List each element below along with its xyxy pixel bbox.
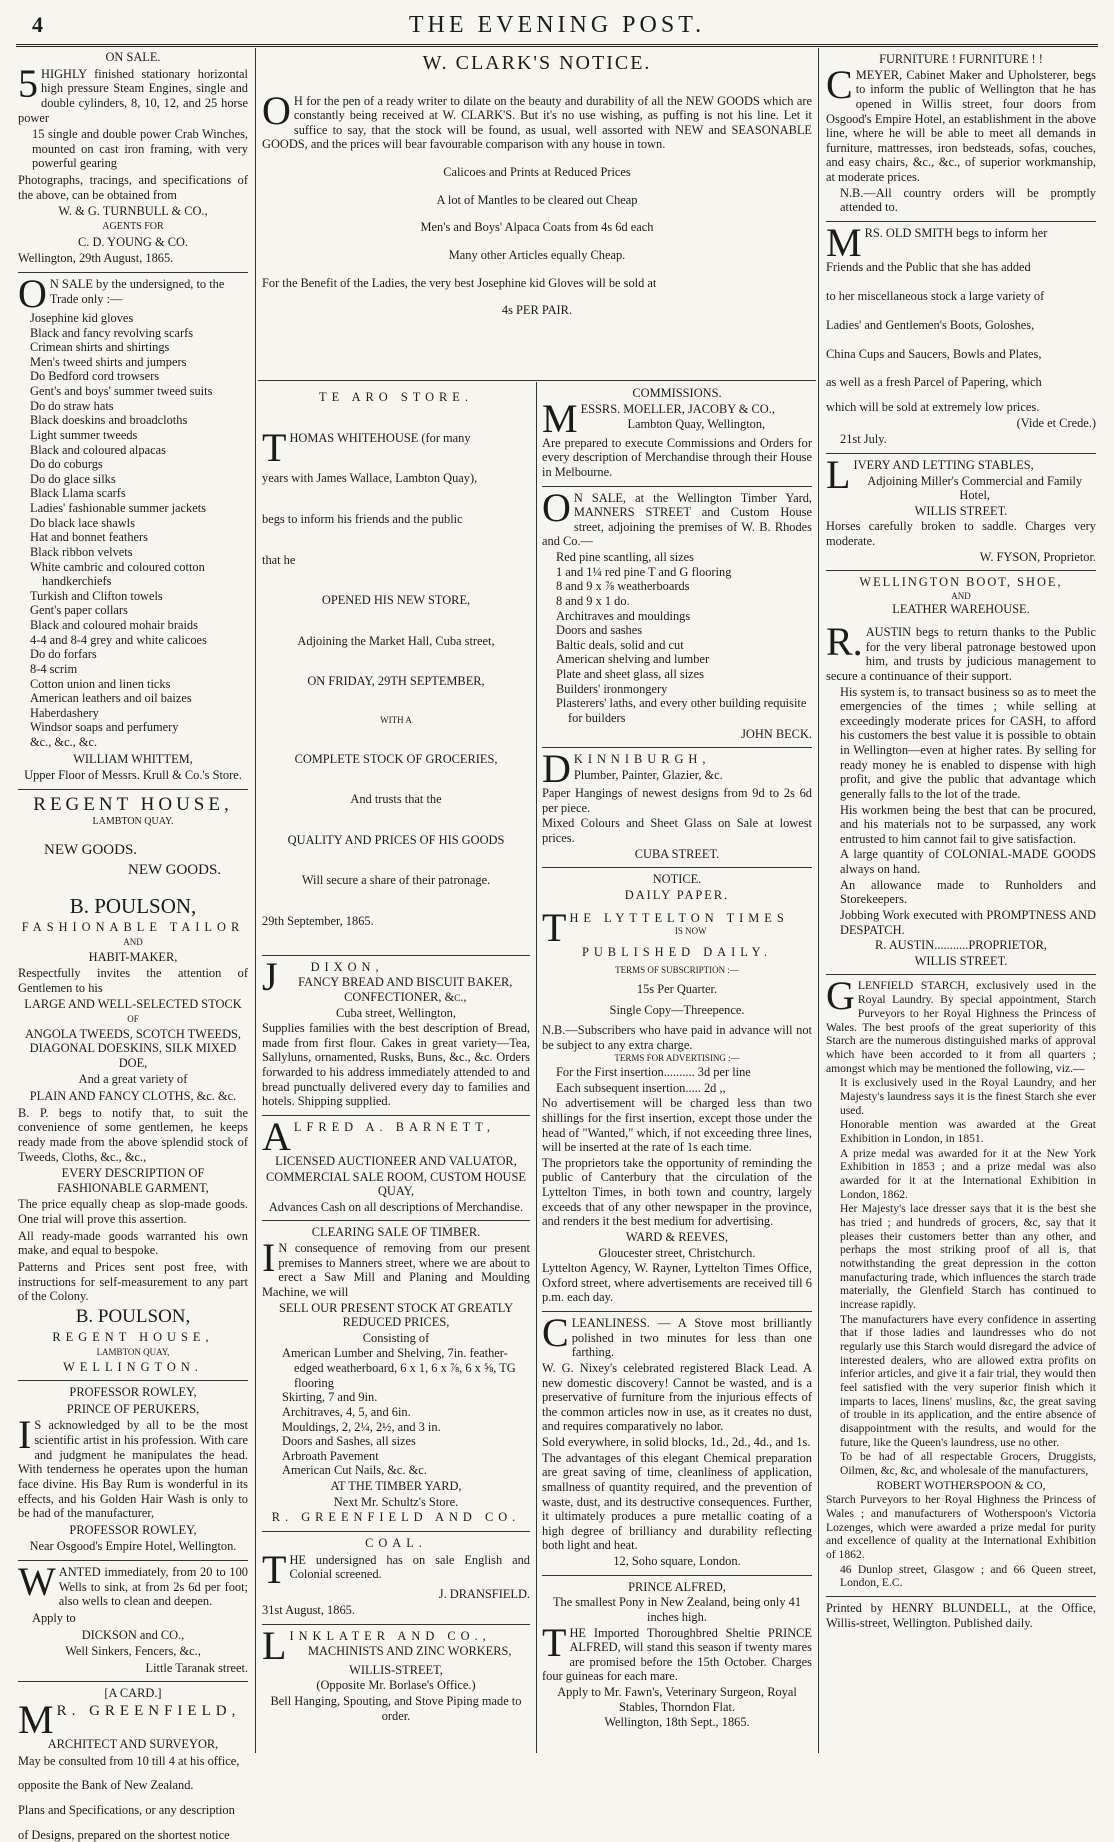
barnett-trade: LICENSED AUCTIONEER AND VALUATOR, <box>262 1154 530 1169</box>
column-rule <box>255 48 256 1753</box>
ward-reeves: WARD & REEVES, <box>542 1230 812 1245</box>
subscribers-nb: N.B.—Subscribers who have paid in advance will not be subject to any extra charge. <box>542 1023 812 1052</box>
whittem-item: Do do straw hats <box>30 399 248 414</box>
beck-item: Builders' ironmongery <box>556 682 812 697</box>
divider <box>258 380 816 381</box>
lyttelton-name: HE LYTTELTON TIMES <box>569 911 788 925</box>
whittem-item: &c., &c., &c. <box>30 735 248 750</box>
divider <box>262 1220 530 1221</box>
timber-item: Architraves, 4, 5, and 6in. <box>282 1405 530 1420</box>
livery-advert: L IVERY AND LETTING STABLES, Adjoining Miller's Commercial and Family Hotel, WILLIS STREET. Horses carefully broken to saddle. Charges very moderate. W. FYSON, Proprietor. <box>826 458 1096 564</box>
adjoining-market: Adjoining the Market Hall, Cuba street, <box>262 634 530 649</box>
divider <box>542 1575 812 1576</box>
ward-address: Gloucester street, Christchurch. <box>542 1246 812 1261</box>
smith-line-3: to her miscellaneous stock a large variety of <box>826 289 1096 304</box>
greenfield-trade: ARCHITECT AND SURVEYOR, <box>18 1737 248 1752</box>
dickson-address: Little Taranak street. <box>18 1661 248 1676</box>
clark-title: W. CLARK'S NOTICE. <box>262 52 812 76</box>
greenfield-card: [A CARD.] M R. GREENFIELD, ARCHITECT AND SURVEYOR, May be consulted from 10 till 4 at his office, opposite the Bank of New Zealand. Plans and Specifications, or any description of Designs, prepared on the shortest notice <box>18 1686 248 1842</box>
turnbull-name: W. & G. TURNBULL & CO., <box>18 204 248 219</box>
furniture-heading: FURNITURE ! FURNITURE ! ! <box>826 52 1096 67</box>
respectfully-invites: Respectfully invites the attention of Gentlemen to his <box>18 966 248 995</box>
advantages-text: The advantages of this elegant Chemical preparation are great saving of time, cleanliness of application, smallness of quantity required, and the prevention of waste, dust, and its destructive consequences. Further, it ultimately produces a pure metallic coating of a high degree of brilliancy and durability reflecting both light and heat. <box>542 1451 812 1553</box>
column-rule <box>536 382 537 1753</box>
wanted-text: ANTED immediately, from 20 to 100 Wells to sink, at from 2s 6d per foot; also wells to clean and deepen. <box>59 1565 248 1608</box>
is-now: IS NOW <box>542 926 812 937</box>
austin-jobbing: Jobbing Work executed with PROMPTNESS AND DESPATCH. <box>826 908 1096 937</box>
printer-imprint: Printed by HENRY BLUNDELL, at the Office, Willis-street, Wellington. Published daily. <box>826 1601 1096 1630</box>
prince-alfred-date: Wellington, 18th Sept., 1865. <box>542 1715 812 1730</box>
coal-advert: COAL. THE undersigned has on sale English and Colonial screened. J. DRANSFIELD. 31st August, 1865. <box>262 1536 530 1618</box>
divider <box>262 955 530 956</box>
sell-present-stock: SELL OUR PRESENT STOCK AT GREATLY REDUCED PRICES, <box>262 1301 530 1330</box>
coal-heading: COAL. <box>262 1536 530 1551</box>
proprietors-text: The proprietors take the opportunity of reminding the public of Canterbury that the circulation of the Lyttelton Times, in both town and country, largely exceeds that of any other newspaper in the province, and renders it the best medium for advertising. <box>542 1156 812 1229</box>
plain-fancy: PLAIN AND FANCY CLOTHS, &c. &c. <box>18 1089 248 1104</box>
austin-street: WILLIS STREET. <box>826 954 1096 969</box>
page-number: 4 <box>32 12 43 38</box>
column-2 <box>262 388 530 1750</box>
smith-line-6: as well as a fresh Parcel of Papering, which <box>826 375 1096 390</box>
beck-item-list <box>542 550 812 726</box>
timber-firm: R. GREENFIELD AND CO. <box>262 1510 530 1525</box>
divider <box>542 867 812 868</box>
clark-benefit: For the Benefit of the Ladies, the very best Josephine kid Gloves will be sold at <box>262 276 812 291</box>
beck-item: Plasterers' laths, and every other building requisite for builders <box>556 696 812 725</box>
divider <box>18 789 248 790</box>
divider <box>262 1531 530 1532</box>
beck-advert: O N SALE, at the Wellington Timber Yard, MANNERS STREET and Custom House street, adjoining the premises of W. B. Rhodes and Co.— Red pine scantling, all sizes 1 and 1¼ red pine T and G flooring 8 and 9 x ⅞ weatherboards 8 and 9 x 1 do. Architraves and mouldings Doors and sashes Baltic deals, solid and cut American shelving and lumber Plate and sheet glass, all sizes Builders' ironmongery Plasterers' laths, and every other building requisite for builders JOHN BECK. <box>542 491 812 742</box>
glenfield-p5: The manufacturers have every confidence in asserting that if those ladies and laundresses who do not regularly use this Starch would disregard the advice of interested dealers, who are allowed extra profits on inferior articles, and give it a fair trial, they would then feel satisfied with the very superior finish which it imparts to laces, linens' muslins, &c, the great saving of trouble in its application, and the entire absence of disappointment with the results, and would for the future, like the Queen's laundress, use no other. <box>826 1313 1096 1450</box>
smith-line-1: RS. OLD SMITH begs to inform her <box>865 226 1048 240</box>
secure-share: Will secure a share of their patronage. <box>262 873 530 888</box>
timber-item: Doors and Sashes, all sizes <box>282 1434 530 1449</box>
whittem-item: Cotton union and linen ticks <box>30 677 248 692</box>
complete-stock: COMPLETE STOCK OF GROCERIES, <box>262 752 530 767</box>
te-aro-date: 29th September, 1865. <box>262 914 530 929</box>
daily-paper: DAILY PAPER. <box>542 888 812 903</box>
per-quarter: 15s Per Quarter. <box>542 982 812 997</box>
rowley-address: Near Osgood's Empire Hotel, Wellington. <box>18 1539 248 1554</box>
whitehouse-begs: begs to inform his friends and the public <box>262 512 530 527</box>
lyttelton-advert: NOTICE. DAILY PAPER. THE LYTTELTON TIMES IS NOW PUBLISHED DAILY. TERMS OF SUBSCRIPTION :— 15s Per Quarter. Single Copy—Threepence. N.B.—Subscribers who have paid in advance will not be subject to any extra charge. TERMS FOR ADVERTISING :— For the First insertion.......... 3d per line Each subsequent insertion..... 2d ,, No advertisement will be charged less than two shillings for the first insertion, except those under the head of "Wanted," which, if not exceeding three lines, will be inserted at the rate of 1s each time. The proprietors take the opportunity of reminding the public of Canterbury that the circulation of the Lyttelton Times, in both town and country, largely exceeds that of any other newspaper in the province, and renders it the best medium for advertising. WARD & REEVES, Gloucester street, Christchurch. Lyttelton Agency, W. Rayner, Lyttelton Times Office, Oxford street, where advertisements are received till 6 p.m. each day. <box>542 872 812 1305</box>
whittem-item: Do do glace silks <box>30 472 248 487</box>
large-stock: LARGE AND WELL-SELECTED STOCK <box>18 997 248 1012</box>
whitehouse-name: HOMAS WHITEHOUSE (for many <box>289 431 470 445</box>
austin-proprietor: R. AUSTIN...........PROPRIETOR, <box>826 938 1096 953</box>
kinniburgh-glass: Mixed Colours and Sheet Glass on Sale at lowest prices. <box>542 816 812 845</box>
dixon-advert: J DIXON, FANCY BREAD AND BISCUIT BAKER, CONFECTIONER, &c., Cuba street, Wellington, Supplies families with the best description of Bread, made from first flour. Cakes in great variety—Tea, Sallyluns, ornamented, Rusks, Buns, &c., &c. Orders forwarded to his address immediately attended to and bread punctually delivered every day to families and hotels. Shipping supplied. <box>262 960 530 1109</box>
greenfield-name: R. GREENFIELD, <box>57 1703 241 1719</box>
whittem-advert: O N SALE by the undersigned, to the Trade only :— Josephine kid gloves Black and fancy revolving scarfs Crimean shirts and shirtings Men's tweed shirts and jumpers Do Bedford cord trowsers Gent's and boys' summer tweed suits Do do straw hats Black doeskins and broadcloths Light summer tweeds Black and coloured alpacas Do do coburgs Do do glace silks Black Llama scarfs Ladies' fashionable summer jackets Do black lace shawls Hat and bonnet feathers Black ribbon velvets White cambric and coloured cotton handkerchiefs Turkish and Clifton towels Gent's paper collars Black and coloured mohair braids 4-4 and 8-4 grey and white calicoes Do do forfars 8-4 scrim Cotton union and linen ticks American leathers and oil baizes Haberdashery Windsor soaps and perfumery &c., &c., &c. WILLIAM WHITTEM, Upper Floor of Messrs. Krull & Co.'s Store. <box>18 277 248 783</box>
column-rule <box>818 48 819 1753</box>
rowley-advert: PROFESSOR ROWLEY, PRINCE OF PERUKERS, I S acknowledged by all to be the most scientific artist in his profession. With care and judgment he manipulates the head. With tenderness he operates upon the human face divine. His Bay Rum is wonderful in its effects, and his Golden Hair Wash is only to be had of the manufacturer, PROFESSOR ROWLEY, Near Osgood's Empire Hotel, Wellington. <box>18 1385 248 1554</box>
beck-item: Baltic deals, solid and cut <box>556 638 812 653</box>
linklater-name: INKLATER AND CO., <box>289 1629 490 1643</box>
whittem-item: Black and fancy revolving scarfs <box>30 326 248 341</box>
smith-line-5: China Cups and Saucers, Bowls and Plates, <box>826 347 1096 362</box>
barnett-advances: Advances Cash on all descriptions of Merchandise. <box>262 1200 530 1215</box>
wotherspoon-address: 46 Dunlop street, Glasgow ; and 66 Queen street, London, E.C. <box>826 1563 1096 1590</box>
old-smith-advert: MRS. OLD SMITH begs to inform her Friends and the Public that she has added to her miscellaneous stock a large variety of Ladies' and Gentlemen's Boots, Goloshes, China Cups and Saucers, Bowls and Plates, as well as a fresh Parcel of Papering, which which will be sold at extremely low prices. (Vide et Crede.) 21st July. <box>826 226 1096 447</box>
whittem-item: Black doeskins and broadcloths <box>30 413 248 428</box>
engines-text: HIGHLY finished stationary horizontal high pressure Steam Engines, single and double cylinders, 8, 10, 12, and 25 horse power <box>18 67 248 125</box>
timber-item: Arbroath Pavement <box>282 1449 530 1464</box>
on-friday: ON FRIDAY, 29TH SEPTEMBER, <box>262 674 530 689</box>
timber-yard: AT THE TIMBER YARD, <box>262 1479 530 1494</box>
whittem-item: Light summer tweeds <box>30 428 248 443</box>
whittem-item: 8-4 scrim <box>30 662 248 677</box>
timber-heading: CLEARING SALE OF TIMBER. <box>262 1225 530 1240</box>
austin-quantity: A large quantity of COLONIAL-MADE GOODS always on hand. <box>826 847 1096 876</box>
photographs-text: Photographs, tracings, and specifications of the above, can be obtained from <box>18 173 248 202</box>
of-label: OF <box>18 1014 248 1025</box>
divider <box>18 1681 248 1682</box>
kinniburgh-advert: D KINNIBURGH, Plumber, Painter, Glazier, &c. Paper Hangings of newest designs from 9d to 2s 6d per piece. Mixed Colours and Sheet Glass on Sale at lowest prices. CUBA STREET. <box>542 752 812 861</box>
beck-item: Plate and sheet glass, all sizes <box>556 667 812 682</box>
dickson-name: DICKSON and CO., <box>18 1628 248 1643</box>
cleanliness-text: LEANLINESS. — A Stove most brilliantly polished in two minutes for less than one farthing. <box>572 1316 812 1359</box>
whittem-item: Do do coburgs <box>30 457 248 472</box>
glenfield-advert: GLENFIELD STARCH, exclusively used in the Royal Laundry. By special appointment, Starch Purveyors to her Royal Highness the Princess of Wales. The best proofs of the great superiority of this Starch are the numerous distinguished marks of approval which have been accorded to it from all quarters ; amongst which may be mentioned the following, viz.— It is exclusively used in the Royal Laundry, and her Majesty's laundress says it is the finest Starch she ever used. Honorable mention was awarded at the Great Exhibition in London, in 1851. A prize medal was awarded for it at the New York Exhibition in 1853 ; and a prize medal was also awarded for it at the International Exhibition in London, 1862. Her Majesty's lace dresser says that it is the best she has tried ; and hundreds of grocers, &c, say that it pleases their customers better than any other, and perhaps the most striking proof of all is, that notwithstanding the great depression in the cotton manufacturing trade, which influences the starch trade materially, the Glenfield Starch has continued to increase rapidly. The manufacturers have every confidence in asserting that if those ladies and laundresses who do not regularly use this Starch would disregard the advice of interested dealers, who are allowed extra profits on inferior articles, and give it a fair trial, they would then feel satisfied with the very superior finish which it imparts to laces, linens' muslins, &c, the great saving of trouble in its application, and the entire absence of disappointment with the results, and would for the future, like the Queen's laundress, use no other. To be had of all respectable Grocers, Druggists, Oilmen, &c, &c, and wholesale of the manufacturers, ROBERT WOTHERSPOON & CO, Starch Purveyors to her Royal Highness the Princess of Wales ; and manufacturers of Wotherspoon's Victoria Lozenges, which were awarded a prize medal for purity and excellence of quality at the International Exhibition of 1862. 46 Dunlop street, Glasgow ; and 66 Queen street, London, E.C. <box>826 979 1096 1590</box>
meyer-advert: FURNITURE ! FURNITURE ! ! CMEYER, Cabinet Maker and Upholsterer, begs to inform the public of Wellington that he has opened in Willis street, four doors from Osgood's Empire Hotel, an establishment in the above line, where he will be able to meet all demands in furniture, mattresses, iron bedsteads, sofas, couches, and easy chairs, &c., &c., of superior workmanship, at moderate prices. N.B.—All country orders will be promptly attended to. <box>826 52 1096 215</box>
kinniburgh-paper: Paper Hangings of newest designs from 9d to 2s 6d per piece. <box>542 786 812 815</box>
single-copy: Single Copy—Threepence. <box>542 1003 812 1018</box>
ready-made: All ready-made goods warranted his own make, and equal to bespoke. <box>18 1229 248 1258</box>
agents-for: AGENTS FOR <box>18 221 248 233</box>
habit-maker: HABIT-MAKER, <box>18 950 248 965</box>
terms-advertising: TERMS FOR ADVERTISING :— <box>542 1053 812 1064</box>
austin-workmen: His workmen being the best that can be procured, and his materials not to be surpassed, any work entrusted to him cannot fail to give satisfaction. <box>826 803 1096 847</box>
divider <box>826 221 1096 222</box>
column-4 <box>826 50 1096 1750</box>
kinniburgh-name: KINNIBURGH, <box>574 752 711 766</box>
beck-item: 8 and 9 x ⅞ weatherboards <box>556 579 812 594</box>
on-sale-heading: ON SALE. <box>18 50 248 65</box>
barnett-room: COMMERCIAL SALE ROOM, CUSTOM HOUSE QUAY, <box>262 1170 530 1199</box>
notice-heading: NOTICE. <box>542 872 812 887</box>
clark-line-4: Many other Articles equally Cheap. <box>262 248 812 263</box>
whittem-item: Haberdashery <box>30 706 248 721</box>
card-label: [A CARD.] <box>18 1686 248 1701</box>
new-goods-1: NEW GOODS. <box>18 842 248 860</box>
livery-street: WILLIS STREET. <box>826 504 1096 519</box>
smith-date: 21st July. <box>826 432 1096 447</box>
published-daily: PUBLISHED DAILY. <box>542 945 812 960</box>
fashionable-tailor: FASHIONABLE TAILOR <box>18 920 248 935</box>
patterns-text: Patterns and Prices sent post free, with instructions for self-measurement to any part of the Colony. <box>18 1260 248 1304</box>
smith-line-7: which will be sold at extremely low prices. <box>826 400 1096 415</box>
whittem-item: Crimean shirts and shirtings <box>30 340 248 355</box>
nixey-advert: CLEANLINESS. — A Stove most brilliantly polished in two minutes for less than one farthing. W. G. Nixey's celebrated registered Black Lead. A new domestic discovery! Cannot be wasted, and is a preservative of furniture from the injurious effects of the common articles now in use, as it creates no dust, and requires comparatively no labor. Sold everywhere, in solid blocks, 1d., 2d., 4d., and 1s. The advantages of this elegant Chemical preparation are great saving of time, cleanliness of application, smallness of quantity required, and the prevention of waste, dust, and its destructive consequences. Further, it ultimately produces a pure metallic coating of a high degree of brilliancy and durability reflecting both light and heat. 12, Soho square, London. <box>542 1316 812 1569</box>
consisting-of: Consisting of <box>262 1331 530 1346</box>
moeller-name: ESSRS. MOELLER, JACOBY & CO., <box>581 402 775 416</box>
prince-alfred-heading: PRINCE ALFRED, <box>542 1580 812 1595</box>
whittem-item: Do do forfars <box>30 647 248 662</box>
clark-line-1: Calicoes and Prints at Reduced Prices <box>262 165 812 180</box>
whittem-item: Black ribbon velvets <box>30 545 248 560</box>
greenfield-plans: Plans and Specifications, or any description <box>18 1803 248 1818</box>
divider <box>18 272 248 273</box>
terms-subscription: TERMS OF SUBSCRIPTION :— <box>542 965 812 976</box>
linklater-street: WILLIS-STREET, <box>262 1663 530 1678</box>
lambton-quay-2: LAMBTON QUAY, <box>18 1347 248 1358</box>
glenfield-p2: Honorable mention was awarded at the Great Exhibition in London, in 1851. <box>826 1118 1096 1145</box>
price-cheap: The price equally cheap as slop-made goods. One trial will prove this assertion. <box>18 1197 248 1226</box>
column-1 <box>18 50 248 1750</box>
whittem-address: Upper Floor of Messrs. Krull & Co.'s Store. <box>18 768 248 783</box>
moeller-text: Are prepared to execute Commissions and Orders for every description of Merchandise through their House in Melbourne. <box>542 436 812 480</box>
timber-advert: CLEARING SALE OF TIMBER. I N consequence of removing from our present premises to Manners street, where we are about to erect a Saw Mill and Planing and Moulding Machine, we will SELL OUR PRESENT STOCK AT GREATLY REDUCED PRICES, Consisting of American Lumber and Shelving, 7in. feather-edged weatherboard, 6 x 1, 6 x ⅞, 6 x ⅝, TG flooring Skirting, 7 and 9in. Architraves, 4, 5, and 6in. Mouldings, 2, 2¼, 2½, and 3 in. Doors and Sashes, all sizes Arbroath Pavement American Cut Nails, &c. &c. AT THE TIMBER YARD, Next Mr. Schultz's Store. R. GREENFIELD AND CO. <box>262 1225 530 1525</box>
clark-price: 4s PER PAIR. <box>262 303 812 318</box>
livery-proprietor: W. FYSON, Proprietor. <box>826 550 1096 565</box>
divider <box>542 486 812 487</box>
coal-name: J. DRANSFIELD. <box>262 1587 530 1602</box>
te-aro-advert: TE ARO STORE. THOMAS WHITEHOUSE (for many years with James Wallace, Lambton Quay), begs to inform his friends and the public that he OPENED HIS NEW STORE, Adjoining the Market Hall, Cuba street, ON FRIDAY, 29TH SEPTEMBER, WITH A COMPLETE STOCK OF GROCERIES, And trusts that the QUALITY AND PRICES OF HIS GOODS Will secure a share of their patronage. 29th September, 1865. <box>262 390 530 929</box>
rowley-text: S acknowledged by all to be the most scientific artist in his profession. With care and judgment he manipulates the head. With tenderness he operates upon the human face divine. His Bay Rum is wonderful in its effects, and his Golden Hair Wash is only to be had of the manufacturer, <box>18 1418 248 1520</box>
whittem-intro: N SALE by the undersigned, to the Trade only :— <box>50 277 224 306</box>
turnbull-advert: 5 HIGHLY finished stationary horizontal high pressure Steam Engines, single and double cylinders, 8, 10, 12, and 25 horse power 15 single and double power Crab Winches, mounted on cast iron framing, with very powerful gearing Photographs, tracings, and specifications of the above, can be obtained from W. & G. TURNBULL & CO., AGENTS FOR C. D. YOUNG & CO. Wellington, 29th August, 1865. <box>18 67 248 266</box>
divider <box>542 747 812 748</box>
poulson-name: B. POULSON, <box>18 894 248 919</box>
meyer-text: MEYER, Cabinet Maker and Upholsterer, begs to inform the public of Wellington that he has opened in Willis street, four doors from Osgood's Empire Hotel, an establishment in the above line, where he will be able to meet all demands in furniture, mattresses, iron bedsteads, sofas, couches, and easy chairs, &c., &c., of superior workmanship, at moderate prices. <box>826 68 1096 184</box>
angola-tweeds: ANGOLA TWEEDS, SCOTCH TWEEDS, DIAGONAL DOESKINS, SILK MIXED DOE, <box>18 1027 248 1071</box>
te-aro-title: TE ARO STORE. <box>262 390 530 405</box>
whittem-item: Black and coloured alpacas <box>30 443 248 458</box>
no-advertisement: No advertisement will be charged less than two shillings for the first insertion, except those under the head of "Wanted," which, if not exceeding three lines, will be inserted at the rate of 1s each time. <box>542 1096 812 1155</box>
commissions-heading: COMMISSIONS. <box>542 386 812 401</box>
nixey-text: W. G. Nixey's celebrated registered Black Lead. A new domestic discovery! Cannot be wasted, and is a preservative of furniture from the injurious effects of the common articles now in use, as it creates no dust, and requires comparatively no labor. <box>542 1361 812 1434</box>
livery-name: IVERY AND LETTING STABLES, <box>853 458 1033 472</box>
wotherspoon-text: Starch Purveyors to her Royal Highness the Princess of Wales ; and manufacturers of Wotherspoon's Victoria Lozenges, which were awarded a prize medal for purity and excellence of quality at the International Exhibition of 1862. <box>826 1493 1096 1561</box>
livery-text: Horses carefully broken to saddle. Charges very moderate. <box>826 519 1096 548</box>
rowley-heading: PROFESSOR ROWLEY, <box>18 1385 248 1400</box>
whittem-item: American leathers and oil baizes <box>30 691 248 706</box>
beck-item: 1 and 1¼ red pine T and G flooring <box>556 565 812 580</box>
austin-text: AUSTIN begs to return thanks to the Public for the very liberal patronage bestowed upon him, and trusts by judicious management to secure a continuance of their support. <box>826 625 1096 683</box>
beck-item: Red pine scantling, all sizes <box>556 550 812 565</box>
barnett-name: LFRED A. BARNETT, <box>294 1120 495 1134</box>
timber-item: American Cut Nails, &c. &c. <box>282 1463 530 1478</box>
beck-item: 8 and 9 x 1 do. <box>556 594 812 609</box>
linklater-advert: L INKLATER AND CO., MACHINISTS AND ZINC WORKERS, WILLIS-STREET, (Opposite Mr. Borlase's Office.) Bell Hanging, Spouting, and Stove Piping made to order. <box>262 1629 530 1724</box>
column-3 <box>542 384 812 1750</box>
whittem-item: Josephine kid gloves <box>30 311 248 326</box>
boot-and: AND <box>826 591 1096 602</box>
beck-item: American shelving and lumber <box>556 652 812 667</box>
whittem-name: WILLIAM WHITTEM, <box>18 752 248 767</box>
turnbull-date: Wellington, 29th August, 1865. <box>18 251 248 266</box>
whittem-item: Ladies' fashionable summer jackets <box>30 501 248 516</box>
dixon-address: Cuba street, Wellington, <box>262 1006 530 1021</box>
austin-system: His system is, to transact business so as to meet the emergencies of the times ; while selling at exceedingly moderate prices for CASH, to afford his customers the best value it is possible to obtain in Wellington—even at higher rates. By selling for ready money he is enabled to dispense with high profit, and give the public that advantage which generally falls to the lot of the trade. <box>826 685 1096 802</box>
crab-winches-text: 15 single and double power Crab Winches, mounted on cast iron framing, with very powerful gearing <box>18 127 248 171</box>
whittem-item: Do Bedford cord trowsers <box>30 369 248 384</box>
sold-everywhere: Sold everywhere, in solid blocks, 1d., 2d., 4d., and 1s. <box>542 1435 812 1450</box>
whitehouse-years: years with James Wallace, Lambton Quay), <box>262 471 530 486</box>
young-name: C. D. YOUNG & CO. <box>18 235 248 250</box>
kinniburgh-trade: Plumber, Painter, Glazier, &c. <box>542 768 812 783</box>
regent-house-title: REGENT HOUSE, <box>18 794 248 816</box>
great-variety: And a great variety of <box>18 1072 248 1087</box>
new-goods-2: NEW GOODS. <box>18 862 248 880</box>
regent-house-advert <box>18 794 248 1374</box>
linklater-opposite: (Opposite Mr. Borlase's Office.) <box>262 1678 530 1693</box>
whitehouse-that: that he <box>262 553 530 568</box>
trusts-that: And trusts that the <box>262 792 530 807</box>
timber-item: Mouldings, 2, 2¼, 2½, and 3 in. <box>282 1420 530 1435</box>
lambton-quay: LAMBTON QUAY. <box>18 816 248 828</box>
beck-item: Doors and sashes <box>556 623 812 638</box>
kinniburgh-street: CUBA STREET. <box>542 847 812 862</box>
beck-item: Architraves and mouldings <box>556 609 812 624</box>
glenfield-p1: It is exclusively used in the Royal Laundry, and her Majesty's laundress says it is the finest Starch she ever used. <box>826 1076 1096 1117</box>
greenfield-opposite: opposite the Bank of New Zealand. <box>18 1778 248 1793</box>
with-a: WITH A <box>262 715 530 726</box>
dixon-name: DIXON, <box>281 960 384 974</box>
whittem-item: Do black lace shawls <box>30 516 248 531</box>
wells-advert: W ANTED immediately, from 20 to 100 Wells to sink, at from 2s 6d per foot; also wells to clean and deepen. Apply to DICKSON and CO., Well Sinkers, Fencers, &c., Little Taranak street. <box>18 1565 248 1675</box>
first-insertion: For the First insertion.......... 3d per line <box>542 1065 812 1080</box>
rowley-name: PROFESSOR ROWLEY, <box>18 1523 248 1538</box>
divider <box>826 570 1096 571</box>
whittem-item: Turkish and Clifton towels <box>30 589 248 604</box>
rowley-subheading: PRINCE OF PERUKERS, <box>18 1402 248 1417</box>
beck-intro: N SALE, at the Wellington Timber Yard, MANNERS STREET and Custom House street, adjoining the premises of W. B. Rhodes and Co.— <box>542 491 812 549</box>
commissions-advert: COMMISSIONS. M ESSRS. MOELLER, JACOBY & CO., Lambton Quay, Wellington, Are prepared to execute Commissions and Orders for every description of Merchandise through their House in Melbourne. <box>542 386 812 480</box>
quality-prices: QUALITY AND PRICES OF HIS GOODS <box>262 833 530 848</box>
notify-text: B. P. begs to notify that, to suit the convenience of some gentlemen, he keeps ready made from the above splendid stock of Tweeds, Cloths, &c., &c., <box>18 1106 248 1165</box>
newspaper-title: THE EVENING POST. <box>16 12 1098 39</box>
moeller-address: Lambton Quay, Wellington, <box>542 417 812 432</box>
divider <box>826 974 1096 975</box>
coal-text: HE undersigned has on sale English and Colonial screened. <box>289 1553 530 1582</box>
divider <box>18 1380 248 1381</box>
poulson-name-2: B. POULSON, <box>18 1306 248 1328</box>
clark-intro: H for the pen of a ready writer to dilate on the beauty and durability of all the NEW GOODS which are constantly being received at W. CLARK'S. But it's no use wishing, as puffing is not his line. Let it suffice to say, that the stock will be found, as usual, well assorted with NEW and SEASONABLE GOODS, and the prices will bear favourable comparison with any house in town. <box>262 94 812 152</box>
glenfield-p4: Her Majesty's lace dresser says that it is the best she has tried ; and hundreds of grocers, &c, say that it pleases their customers better than any other, and perhaps the most striking proof of all is, that notwithstanding the great depression in the cotton manufacturing trade, which influences the starch trade materially, the Glenfield Starch has continued to increase rapidly. <box>826 1202 1096 1311</box>
prince-alfred-apply: Apply to Mr. Fawn's, Veterinary Surgeon, Royal Stables, Thorndon Flat. <box>542 1685 812 1714</box>
divider <box>262 1115 530 1116</box>
greenfield-designs: of Designs, prepared on the shortest notice <box>18 1828 248 1842</box>
whittem-item-list <box>18 311 248 750</box>
whittem-item: Black and coloured mohair braids <box>30 618 248 633</box>
opened-new-store: OPENED HIS NEW STORE, <box>262 593 530 608</box>
clark-line-2: A lot of Mantles to be cleared out Cheap <box>262 193 812 208</box>
divider <box>826 1596 1096 1597</box>
whittem-item: White cambric and coloured cotton handkerchiefs <box>30 560 248 589</box>
timber-item: American Lumber and Shelving, 7in. feather-edged weatherboard, 6 x 1, 6 x ⅞, 6 x ⅝, TG flooring <box>282 1346 530 1390</box>
meyer-nb: N.B.—All country orders will be promptly attended to. <box>826 186 1096 215</box>
lyttelton-agency: Lyttelton Agency, W. Rayner, Lyttelton Times Office, Oxford street, where advertisements are received till 6 p.m. each day. <box>542 1261 812 1305</box>
apply-to: Apply to <box>18 1611 248 1626</box>
greenfield-office: May be consulted from 10 till 4 at his office, <box>18 1754 248 1769</box>
prince-alfred-advert: PRINCE ALFRED, The smallest Pony in New Zealand, being only 41 inches high. THE Imported Thoroughbred Sheltie PRINCE ALFRED, will stand this season if twenty mares are promised before the 15th October. Charges four guineas for each mare. Apply to Mr. Fawn's, Veterinary Surgeon, Royal Stables, Thorndon Flat. Wellington, 18th Sept., 1865. <box>542 1580 812 1730</box>
masthead <box>16 8 1098 47</box>
each-insertion: Each subsequent insertion..... 2d ,, <box>542 1081 812 1096</box>
whittem-item: Gent's paper collars <box>30 603 248 618</box>
linklater-trade: MACHINISTS AND ZINC WORKERS, <box>262 1644 530 1659</box>
dickson-trade: Well Sinkers, Fencers, &c., <box>18 1644 248 1659</box>
and-label: AND <box>18 937 248 948</box>
coal-date: 31st August, 1865. <box>262 1603 530 1618</box>
smith-line-4: Ladies' and Gentlemen's Boots, Goloshes, <box>826 318 1096 333</box>
timber-text: N consequence of removing from our present premises to Manners street, where we are about to erect a Saw Mill and Planing and Moulding Machine, we will <box>262 1241 530 1299</box>
prince-alfred-sub: The smallest Pony in New Zealand, being only 41 inches high. <box>542 1595 812 1624</box>
whittem-item: Gent's and boys' summer tweed suits <box>30 384 248 399</box>
whittem-item: Men's tweed shirts and jumpers <box>30 355 248 370</box>
timber-item: Skirting, 7 and 9in. <box>282 1390 530 1405</box>
whittem-item: Windsor soaps and perfumery <box>30 720 248 735</box>
austin-advert: WELLINGTON BOOT, SHOE, AND LEATHER WAREHOUSE. R. AUSTIN begs to return thanks to the Public for the very liberal patronage bestowed upon him, and trusts by judicious management to secure a continuance of their support. His system is, to transact business so as to meet the emergencies of the times ; while selling at exceedingly moderate prices for CASH, to afford his customers the best value it is possible to obtain in Wellington—even at higher rates. By selling for ready money he is enabled to dispense with high profit, and give the public that advantage which generally falls to the lot of the trade. His workmen being the best that can be procured, and his materials not to be surpassed, any work entrusted to him cannot fail to give satisfaction. A large quantity of COLONIAL-MADE GOODS always on hand. An allowance made to Runholders and Storekeepers. Jobbing Work executed with PROMPTNESS AND DESPATCH. R. AUSTIN...........PROPRIETOR, WILLIS STREET. <box>826 575 1096 968</box>
beck-name: JOHN BECK. <box>542 727 812 742</box>
every-description: EVERY DESCRIPTION OF FASHIONABLE GARMENT, <box>18 1166 248 1195</box>
boot-leather: LEATHER WAREHOUSE. <box>826 602 1096 617</box>
smith-vide: (Vide et Crede.) <box>826 416 1096 431</box>
smith-line-2: Friends and the Public that she has added <box>826 260 1096 275</box>
wotherspoon-name: ROBERT WOTHERSPOON & CO, <box>826 1479 1096 1493</box>
dixon-trade: FANCY BREAD AND BISCUIT BAKER, CONFECTIONER, &c., <box>262 975 530 1004</box>
glenfield-p6: To be had of all respectable Grocers, Druggists, Oilmen, &c, &c, and wholesale of the manufacturers, <box>826 1450 1096 1477</box>
divider <box>826 453 1096 454</box>
glenfield-p3: A prize medal was awarded for it at the New York Exhibition in 1853 ; and a prize medal was also awarded for it at the International Exhibition in London, 1862. <box>826 1147 1096 1202</box>
whittem-item: 4-4 and 8-4 grey and white calicoes <box>30 633 248 648</box>
whittem-item: Hat and bonnet feathers <box>30 530 248 545</box>
dixon-text: Supplies families with the best description of Bread, made from first flour. Cakes in great variety—Tea, Sallyluns, ornamented, Rusks, Buns, &c., &c. Orders forwarded to his address immediately attended to and bread punctually delivered every day to families and hotels. Shipping supplied. <box>262 1021 530 1109</box>
divider <box>262 1624 530 1625</box>
linklater-bell: Bell Hanging, Spouting, and Stove Piping made to order. <box>262 1694 530 1723</box>
timber-yard-next: Next Mr. Schultz's Store. <box>262 1495 530 1510</box>
soho-address: 12, Soho square, London. <box>542 1554 812 1569</box>
clark-notice: W. CLARK'S NOTICE. O H for the pen of a ready writer to dilate on the beauty and durability of all the NEW GOODS which are constantly being received at W. CLARK'S. But it's no use wishing, as puffing is not his line. Let it suffice to say, that the stock will be found, as usual, well assorted with NEW and SEASONABLE GOODS, and the prices will bear favourable comparison with any house in town. Calicoes and Prints at Reduced Prices A lot of Mantles to be cleared out Cheap Men's and Boys' Alpaca Coats from 4s 6d each Many other Articles equally Cheap. For the Benefit of the Ladies, the very best Josephine kid Gloves will be sold at 4s PER PAIR. <box>262 50 812 380</box>
austin-allowance: An allowance made to Runholders and Storekeepers. <box>826 878 1096 907</box>
regent-house-2: REGENT HOUSE, <box>18 1330 248 1345</box>
whittem-item: Black Llama scarfs <box>30 486 248 501</box>
glenfield-text: LENFIELD STARCH, exclusively used in the Royal Laundry. By special appointment, Starch Purveyors to her Royal Highness the Princess of Wales. The best proofs of the great superiority of this Starch are the numerous distinguished marks of approval which have been accorded to it from all quarters ; amongst which may be mentioned the following, viz.— <box>826 979 1096 1074</box>
barnett-advert: A LFRED A. BARNETT, LICENSED AUCTIONEER AND VALUATOR, COMMERCIAL SALE ROOM, CUSTOM HOUSE QUAY, Advances Cash on all descriptions of Merchandise. <box>262 1120 530 1215</box>
clark-line-3: Men's and Boys' Alpaca Coats from 4s 6d each <box>262 220 812 235</box>
livery-adjoining: Adjoining Miller's Commercial and Family Hotel, <box>826 474 1096 503</box>
divider <box>542 1311 812 1312</box>
wellington-label: WELLINGTON. <box>18 1360 248 1375</box>
prince-alfred-text: HE Imported Thoroughbred Sheltie PRINCE ALFRED, will stand this season if twenty mares are promised before the 15th October. Charges four guineas for each mare. <box>542 1626 812 1684</box>
timber-item-list <box>262 1346 530 1478</box>
boot-heading: WELLINGTON BOOT, SHOE, <box>826 575 1096 590</box>
